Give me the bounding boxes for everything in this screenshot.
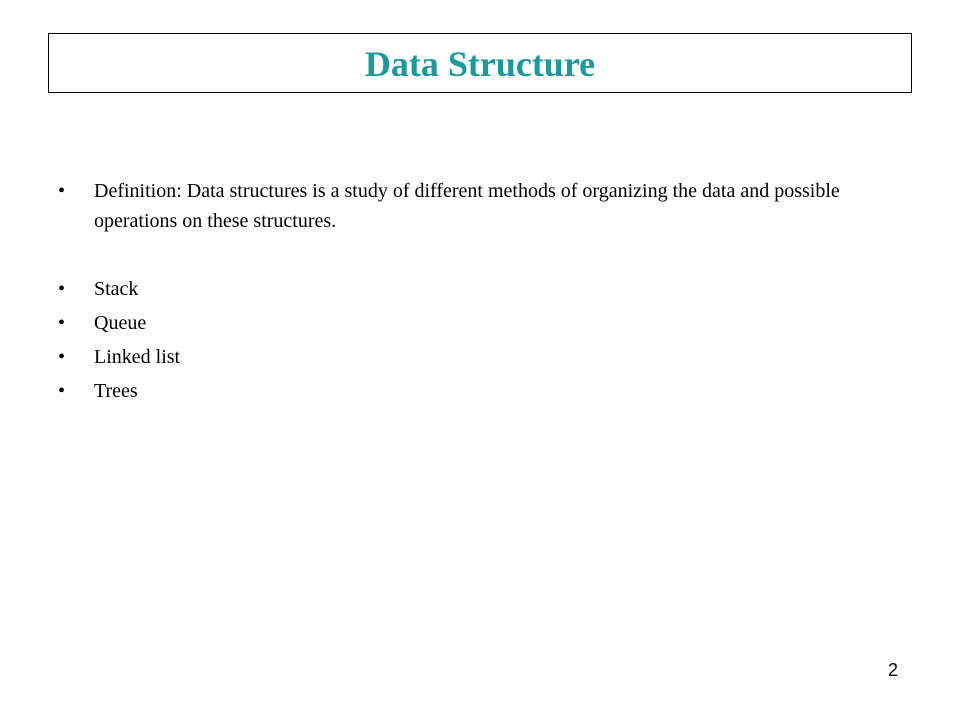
slide-title: Data Structure (364, 44, 596, 84)
bullet-item-definition (58, 176, 878, 236)
bullet-text-linked-list: Linked list (94, 346, 181, 368)
bullet-item-linked-list (58, 342, 878, 372)
bullet-dot-icon: • (58, 346, 66, 368)
bullet-text-stack: Stack (94, 278, 139, 300)
page-number: 2 (887, 660, 898, 680)
bullet-dot-icon: • (58, 380, 66, 402)
bullet-item-stack (58, 274, 878, 304)
bullet-text-definition: Definition: Data structures is a study of different methods of organizing the data and possible operations on these structures. (94, 180, 840, 232)
bullet-item-queue (58, 308, 878, 338)
bullet-dot-icon: • (58, 180, 66, 202)
title-box (48, 33, 912, 93)
bullet-text-queue: Queue (94, 312, 147, 334)
bullet-item-trees (58, 376, 878, 406)
bullet-dot-icon: • (58, 278, 66, 300)
bullet-list (58, 176, 878, 410)
bullet-text-trees: Trees (94, 380, 138, 402)
bullet-dot-icon: • (58, 312, 66, 334)
